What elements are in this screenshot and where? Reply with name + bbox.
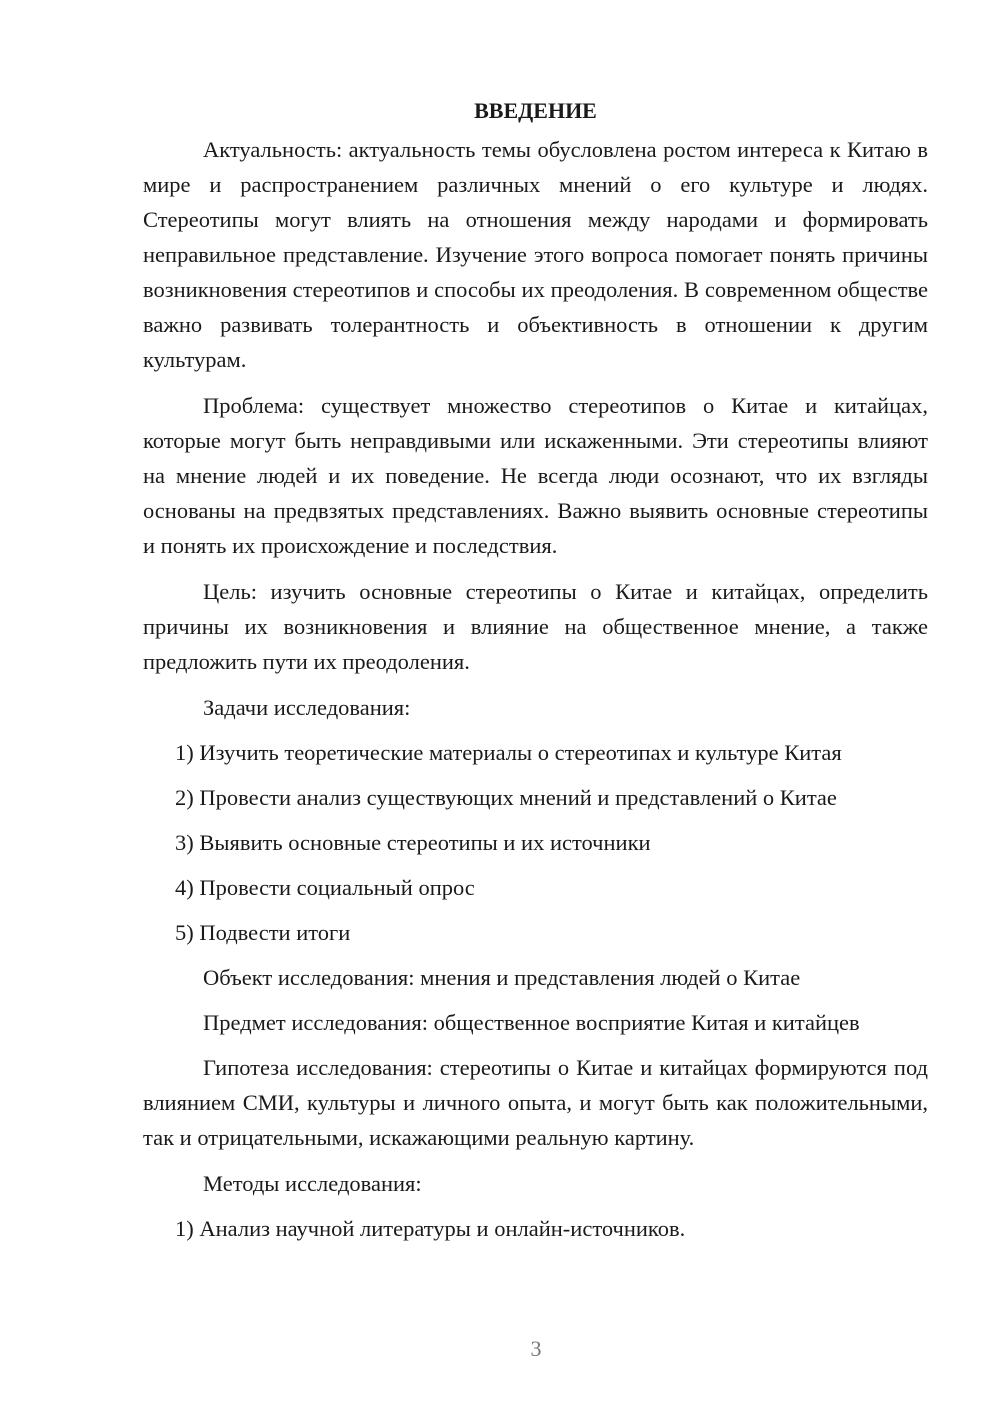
methods-heading: Методы исследования:	[203, 1171, 422, 1196]
task-item: 4) Провести социальный опрос	[175, 875, 475, 900]
method-item: 1) Анализ научной литературы и онлайн-источников.	[175, 1216, 686, 1241]
page-number: 3	[530, 1336, 542, 1361]
research-subject: Предмет исследования: общественное восприятие Китая и китайцев	[203, 1010, 860, 1035]
research-object: Объект исследования: мнения и представления людей о Китае	[203, 965, 801, 990]
paragraph-goal: Цель: изучить основные стереотипы о Китае и китайцах, определить причины их возникновения и влияние на общественное мнение, а также предложить пути их преодоления.	[143, 579, 928, 674]
research-hypothesis: Гипотеза исследования: стереотипы о Китае и китайцах формируются под влиянием СМИ, культуры и личного опыта, и могут быть как положительными, так и отрицательными, искажающими реальную картину.	[143, 1055, 928, 1150]
tasks-heading: Задачи исследования:	[203, 695, 411, 720]
paragraph-problem: Проблема: существует множество стереотипов о Китае и китайцах, которые могут быть неправдивыми или искаженными. Эти стереотипы влияют на мнение людей и их поведение. Не всегда люди осознают, что их взгляды основаны на предвзятых представлениях. Важно выявить основные стереотипы и понять их происхождение и последствия.	[143, 393, 928, 558]
document-page	[143, 96, 928, 1256]
document-title: ВВЕДЕНИЕ	[474, 98, 597, 123]
task-item: 1) Изучить теоретические материалы о стереотипах и культуре Китая	[175, 740, 842, 765]
task-item: 5) Подвести итоги	[175, 920, 351, 945]
paragraph-relevance: Актуальность: актуальность темы обусловлена ростом интереса к Китаю в мире и распространением различных мнений о его культуре и людях. Стереотипы могут влиять на отношения между народами и формировать неправильное представление. Изучение этого вопроса помогает понять причины возникновения стереотипов и способы их преодоления. В современном обществе важно развивать толерантность и объективность в отношении к другим культурам.	[143, 137, 928, 372]
task-item: 2) Провести анализ существующих мнений и представлений о Китае	[175, 785, 837, 810]
task-item: 3) Выявить основные стереотипы и их источники	[175, 830, 651, 855]
